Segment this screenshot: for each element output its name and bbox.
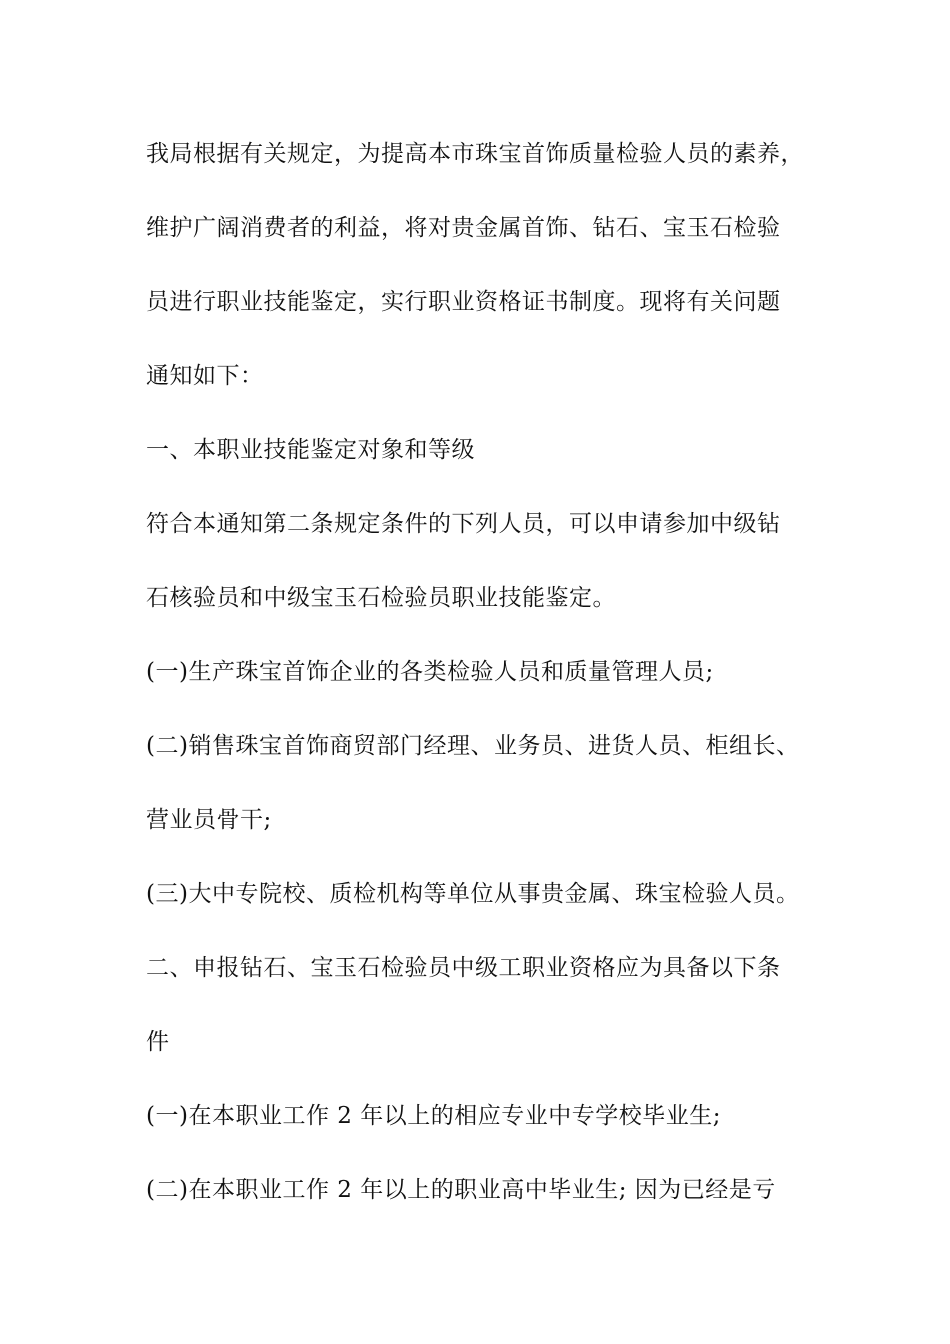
section-heading-1: 一、本职业技能鉴定对象和等级 bbox=[146, 437, 475, 463]
paragraph-line-1: 我局根据有关规定，为提高本市珠宝首饰质量检验人员的素养， bbox=[146, 141, 804, 167]
paragraph-line-2: 维护广阔消费者的利益，将对贵金属首饰、钻石、宝玉石检验 bbox=[146, 215, 781, 241]
section-heading-2-cont: 件 bbox=[146, 1029, 170, 1055]
list-item-1-2: (二)销售珠宝首饰商贸部门经理、业务员、进货人员、柜组长、 bbox=[146, 733, 800, 759]
list-item-1-3: (三)大中专院校、质检机构等单位从事贵金属、珠宝检验人员。 bbox=[146, 881, 800, 907]
list-item-2-2: (二)在本职业工作 2 年以上的职业高中毕业生; 因为已经是亏 bbox=[146, 1177, 776, 1203]
section-heading-2: 二、申报钻石、宝玉石检验员中级工职业资格应为具备以下条 bbox=[146, 955, 781, 981]
paragraph-line-3: 员进行职业技能鉴定，实行职业资格证书制度。现将有关问题 bbox=[146, 289, 781, 315]
paragraph-line-6: 符合本通知第二条规定条件的下列人员，可以申请参加中级钻 bbox=[146, 511, 781, 537]
list-item-1-1: (一)生产珠宝首饰企业的各类检验人员和质量管理人员; bbox=[146, 659, 714, 685]
list-item-1-2-cont: 营业员骨干; bbox=[146, 807, 272, 833]
paragraph-line-4: 通知如下： bbox=[146, 363, 264, 389]
list-item-2-1: (一)在本职业工作 2 年以上的相应专业中专学校毕业生; bbox=[146, 1103, 721, 1129]
paragraph-line-7: 石核验员和中级宝玉石检验员职业技能鉴定。 bbox=[146, 585, 616, 611]
